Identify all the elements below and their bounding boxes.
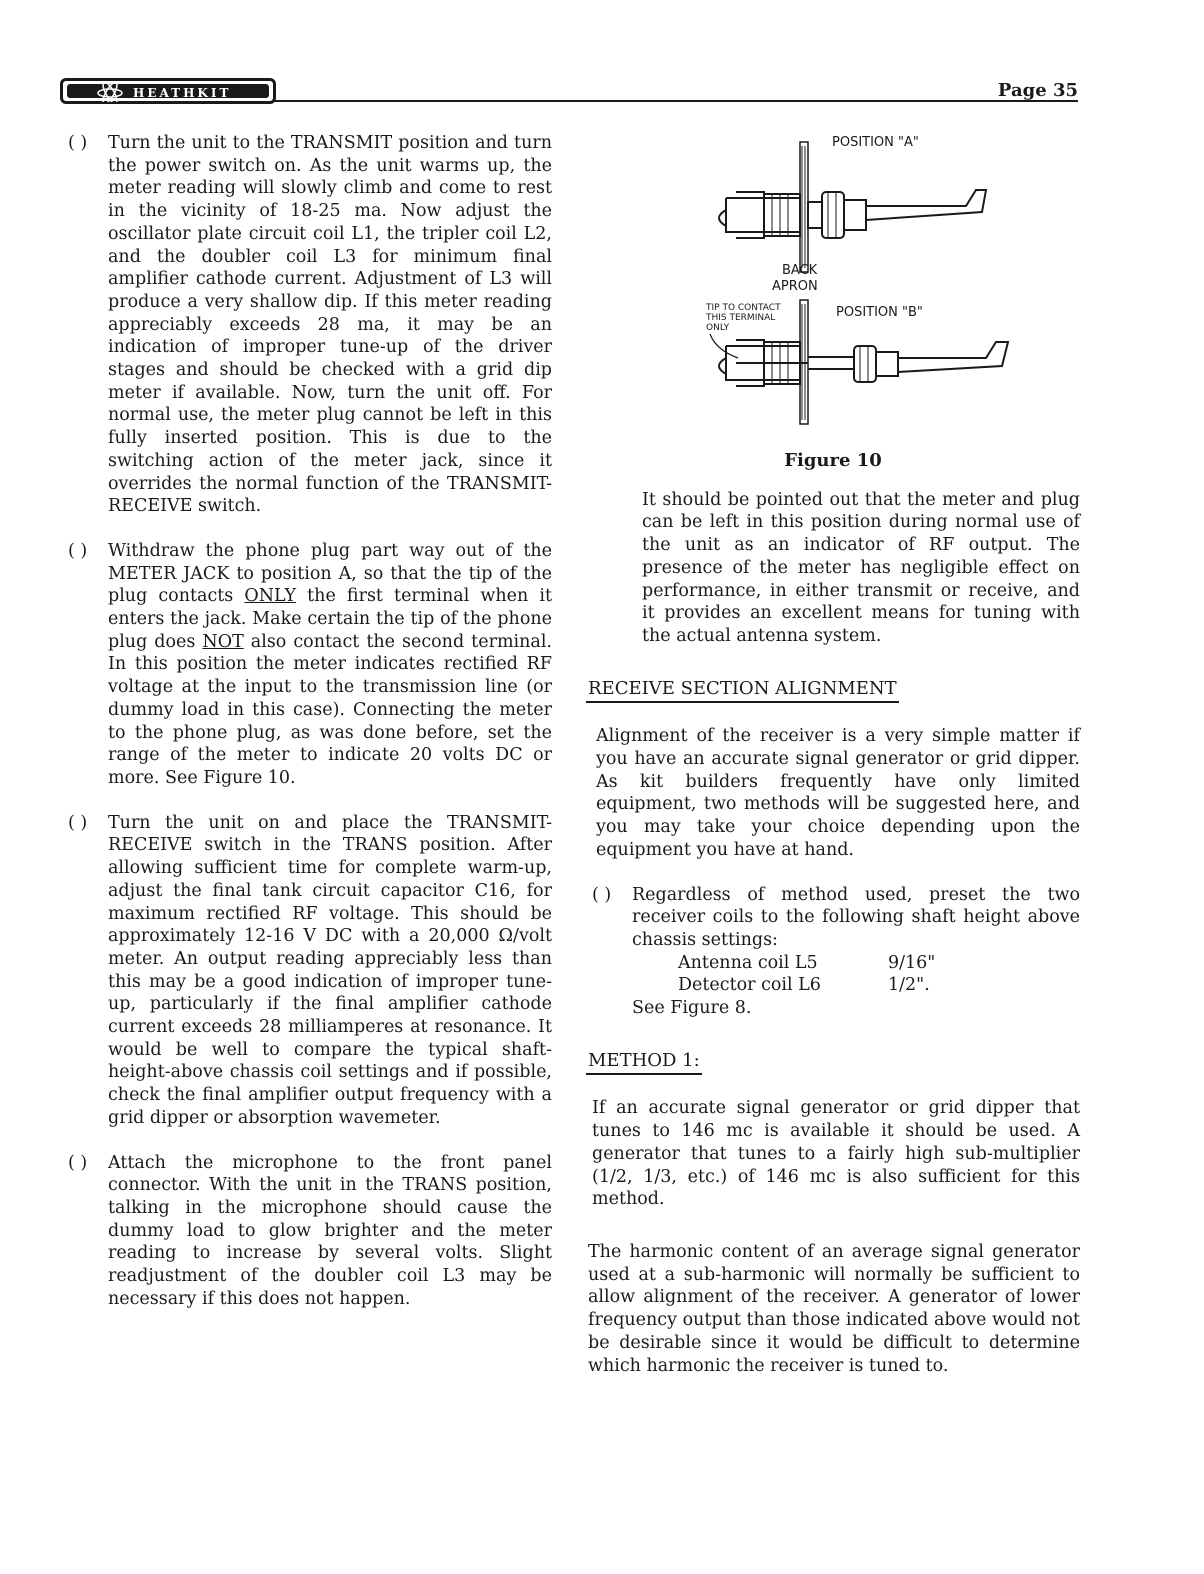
plug-a: [808, 202, 822, 228]
step-checkbox[interactable]: ( ): [68, 812, 88, 833]
coil-name: Detector coil L6: [678, 975, 821, 996]
step-text: Attach the microphone to the front panel connector. With the unit in the TRANS position, talking in the microphone should cause the dummy load to glow brighter and the meter reading to increase by several volts. Slight readjustment of the doubler coil L3 may be necessary if this does not happen.: [108, 1152, 552, 1309]
emphasis-only: ONLY: [244, 586, 297, 607]
right-column: [586, 120, 1080, 1399]
emphasis-not: NOT: [202, 631, 244, 652]
step-text-a: Withdraw the phone plug part way out of the METER JACK to position A, so that the tip of the plug contacts: [108, 540, 552, 607]
step-text-b: the first terminal when it enters the jack. Make certain the tip of the phone plug does: [108, 586, 552, 652]
phone-plug-diagram: [586, 120, 1080, 450]
step-text-c: also contact the second terminal. In this position the meter indicates rectified RF voltage at the input to the transmission line (or dummy load in this case). Connecting the meter to the phone plug, as was done before, set the range of the meter to indicate 20 volts DC or more. See Figure 10.: [108, 631, 552, 788]
page-number: Page 35: [997, 80, 1078, 101]
step-text: Turn the unit to the TRANSMIT position and turn the power switch on. As the unit warms up, the meter reading will slowly climb and come to rest in the vicinity of 18-25 ma. Now adjust the oscillator plate circuit coil L1, the tripler coil L2, and the doubler coil L3 for minimum final amplifier cathode current. Adjustment of L3 will produce a very shallow dip. If this meter reading appreciably exceeds 28 ma, it may be an indication of improper tune-up of the driver stages and should be checked with a grid dip meter if available. Now, turn the unit off. For normal use, the meter plug cannot be left in this fully inserted position. This is due to the switching action of the meter jack, since it overrides the normal function of the TRANSMIT-RECEIVE switch.: [108, 133, 552, 517]
figure-caption: Figure 10: [784, 450, 882, 471]
coil-value: 1/2".: [888, 975, 930, 996]
paragraph-harmonic-content: The harmonic content of an average signal generator used at a sub-harmonic will normally be sufficient to allow alignment of the receiver. A generator of lower frequency output than those indicated above would not be desirable since it would be difficult to determine which harmonic the receiver is tuned to.: [588, 1241, 1080, 1376]
label-back: BACK: [782, 263, 818, 278]
coil-setting-l5: [632, 952, 1080, 975]
header-rule: [274, 100, 1078, 102]
step-checkbox[interactable]: ( ): [68, 540, 88, 561]
back-apron-panel-a: [800, 142, 808, 272]
logo-text: HEATHKIT: [133, 86, 232, 100]
step-checkbox[interactable]: ( ): [68, 1152, 88, 1173]
step-transmit-tuneup: [68, 132, 552, 518]
page-header: [58, 72, 1078, 108]
step-withdraw-plug: [68, 540, 552, 790]
label-tip-2: THIS TERMINAL: [706, 313, 776, 323]
paragraph-method-1: If an accurate signal generator or grid dipper that tunes to 146 mc is available it should be used. A generator that tunes to a fairly high sub-multiplier (1/2, 1/3, etc.) of 146 mc is also sufficient for this method.: [592, 1098, 1080, 1210]
label-tip-1: TIP TO CONTACT: [706, 303, 781, 313]
step-checkbox[interactable]: ( ): [68, 133, 88, 153]
paragraph-alignment-intro: Alignment of the receiver is a very simple matter if you have an accurate signal generator or grid dipper. As kit builders frequently have only limited equipment, two methods will be suggested here, and you may take your choice depending upon the equipment you have at hand.: [596, 726, 1080, 860]
step-text: Turn the unit on and place the TRANSMIT-RECEIVE switch in the TRANS position. After allowing sufficient time for complete warm-up, adjust the final tank circuit capacitor C16, for maximum rectified RF voltage. This should be approximately 12-16 V DC with a 20,000 Ω/volt meter. An output reading appreciably less than this may be a good indication of improper tune-up, particularly if the final amplifier cathode current exceeds 28 milliamperes at resonance. It would be well to compare the typical shaft-height-above chassis coil settings and if possible, check the final amplifier output frequency with a grid dipper or absorption wavemeter.: [108, 812, 552, 1128]
left-column: [68, 132, 552, 1332]
paragraph-meter-position: It should be pointed out that the meter and plug can be left in this position during normal use of the unit as an indicator of RF output. The presence of the meter has negligible effect on performance, in either transmit or receive, and it provides an excellent means for tuning with the actual antenna system.: [642, 489, 1080, 646]
step-attach-microphone: [68, 1152, 552, 1311]
step-preset-coils: [592, 884, 1080, 1020]
label-tip-3: ONLY: [706, 323, 730, 333]
coil-setting-l6: [632, 974, 1080, 997]
label-position-b: POSITION "B": [836, 305, 923, 320]
step-adjust-c16: [68, 812, 552, 1130]
label-apron: APRON: [772, 279, 818, 294]
atom-logo-icon: [95, 84, 125, 102]
plug-b: [854, 346, 876, 382]
coil-value: 9/16": [888, 952, 936, 973]
step-text: Regardless of method used, preset the two receiver coils to the following shaft height above chassis settings:: [632, 884, 1080, 950]
heading-method-1: METHOD 1:: [586, 1050, 702, 1076]
coil-name: Antenna coil L5: [678, 952, 818, 973]
see-figure-8: See Figure 8.: [632, 998, 752, 1019]
figure-10-diagram: [586, 120, 1080, 450]
heading-receive-alignment: RECEIVE SECTION ALIGNMENT: [586, 678, 899, 704]
step-checkbox[interactable]: ( ): [592, 884, 612, 905]
heathkit-logo: [60, 78, 276, 104]
label-position-a: POSITION "A": [832, 135, 919, 150]
